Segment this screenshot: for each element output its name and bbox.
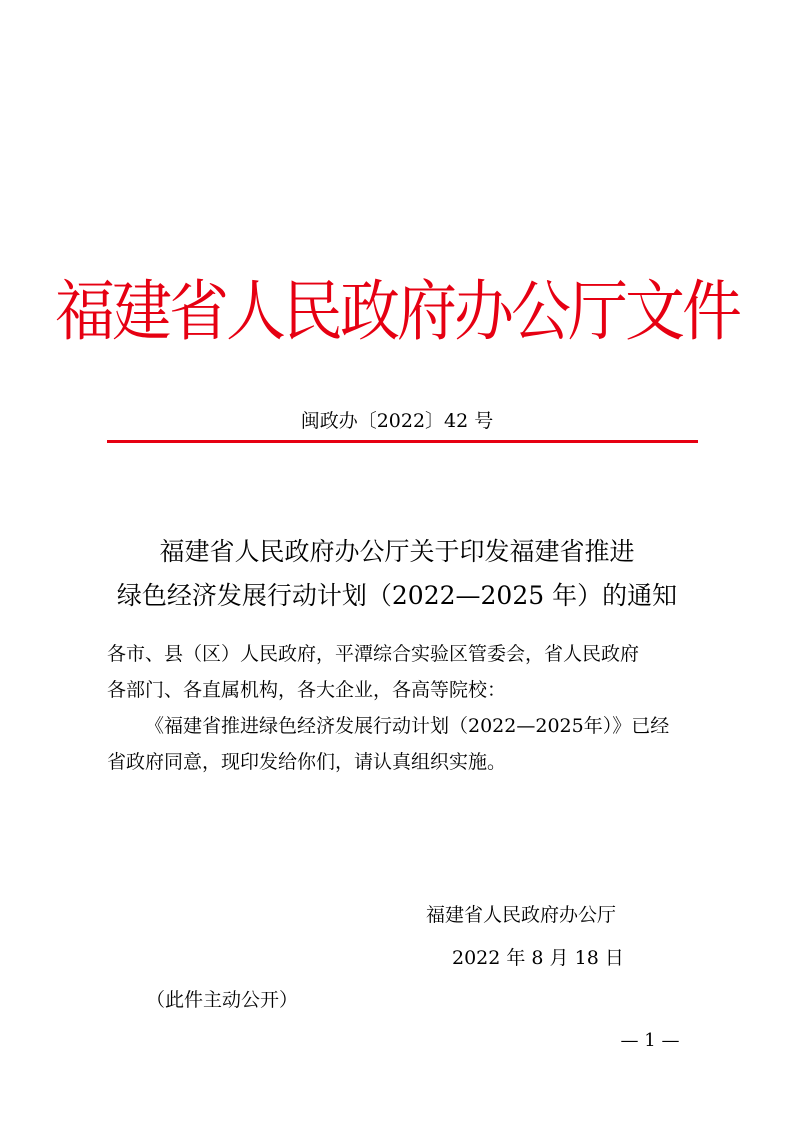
body-paragraph <box>107 708 707 780</box>
masthead-title: 福建省人民政府办公厅文件 <box>55 273 739 351</box>
disclosure-note: （此件主动公开） <box>146 989 299 1011</box>
addressee-line-1: 各市、县（区）人民政府，平潭综合实验区管委会，省人民政府 <box>107 643 640 665</box>
issuing-office: 福建省人民政府办公厅 <box>426 904 617 926</box>
red-separator-rule <box>107 440 698 443</box>
page-number: — 1 — <box>620 1030 680 1051</box>
notice-title-line-1: 福建省人民政府办公厅关于印发福建省推进 <box>159 537 635 566</box>
notice-title-line-2: 绿色经济发展行动计划（2022—2025 年）的通知 <box>116 581 678 610</box>
issue-date: 2022 年 8 月 18 日 <box>452 947 624 969</box>
addressee-block <box>107 636 707 708</box>
addressee-line-2: 各部门、各直属机构，各大企业，各高等院校： <box>107 679 507 701</box>
body-line-1: 《福建省推进绿色经济发展行动计划（2022—2025年）》已经 <box>145 715 670 737</box>
notice-title <box>60 530 734 618</box>
document-number: 闽政办〔2022〕42 号 <box>300 410 494 432</box>
body-line-2: 省政府同意，现印发给你们，请认真组织实施。 <box>107 751 507 773</box>
